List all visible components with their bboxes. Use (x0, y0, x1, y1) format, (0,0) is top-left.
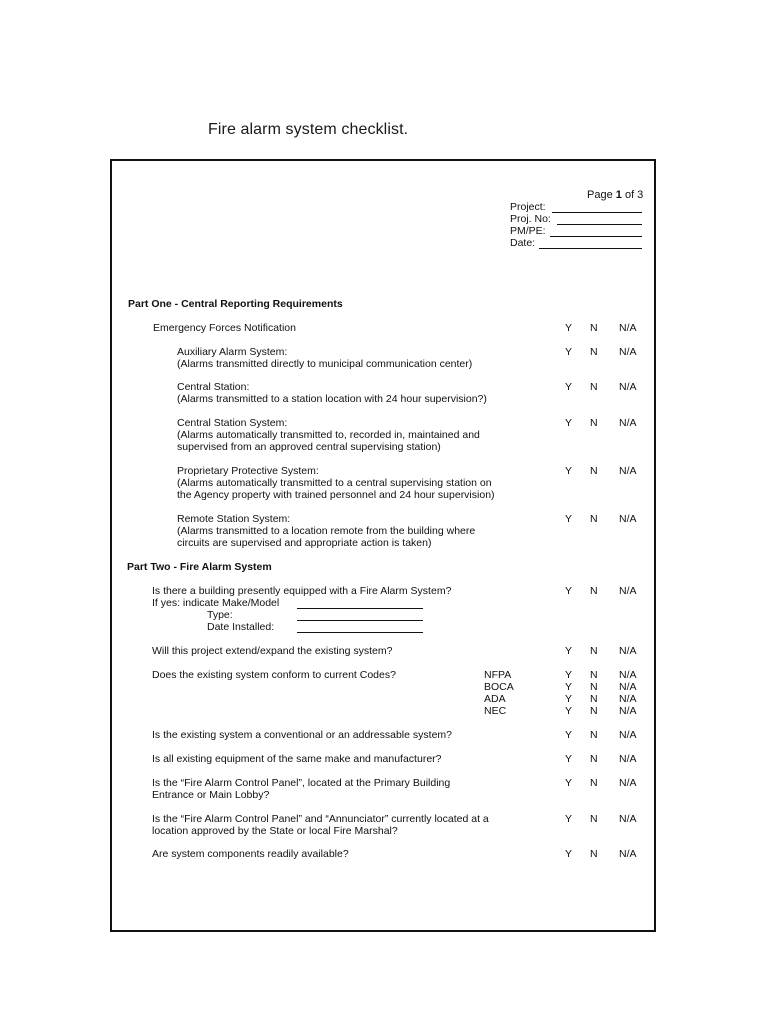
na-option[interactable]: N/A (619, 669, 637, 681)
na-option[interactable]: N/A (619, 729, 637, 741)
na-option[interactable]: N/A (619, 417, 637, 429)
q1-text: Is there a building presently equipped with a Fire Alarm System? (152, 585, 452, 597)
pps-desc-2: the Agency property with trained personnel and 24 hour supervision) (177, 489, 495, 501)
css-desc-2: supervised from an approved central supervising station) (177, 441, 441, 453)
yes-option[interactable]: Y (565, 777, 573, 789)
make-model-field[interactable] (297, 608, 423, 609)
page-label: Page (587, 189, 613, 201)
q3-text: Does the existing system conform to current Codes? (152, 669, 396, 681)
aux-desc: (Alarms transmitted directly to municipal communication center) (177, 358, 473, 370)
central-desc: (Alarms transmitted to a station location with 24 hour supervision?) (177, 393, 487, 405)
pps-title: Proprietary Protective System: (177, 465, 319, 477)
no-option[interactable]: N (590, 681, 598, 693)
yes-option[interactable]: Y (565, 681, 573, 693)
page-indicator (587, 189, 643, 201)
na-option[interactable]: N/A (619, 848, 637, 860)
q6-text-2: Entrance or Main Lobby? (152, 789, 270, 801)
q2-text: Will this project extend/expand the existing system? (152, 645, 393, 657)
na-option[interactable]: N/A (619, 346, 637, 358)
pm-pe-label: PM/PE: (510, 225, 546, 237)
q4-text: Is the existing system a conventional or an addressable system? (152, 729, 452, 741)
na-option[interactable]: N/A (619, 513, 637, 525)
rss-desc-2: circuits are supervised and appropriate action is taken) (177, 537, 432, 549)
rss-desc-1: (Alarms transmitted to a location remote from the building where (177, 525, 476, 537)
yes-option[interactable]: Y (565, 381, 573, 393)
yes-option[interactable]: Y (565, 585, 573, 597)
css-title: Central Station System: (177, 417, 288, 429)
yes-option[interactable]: Y (565, 813, 573, 825)
no-option[interactable]: N (590, 848, 598, 860)
date-field[interactable] (539, 248, 642, 249)
yes-option[interactable]: Y (565, 705, 573, 717)
q5-text: Is all existing equipment of the same make and manufacturer? (152, 753, 442, 765)
pps-desc-1: (Alarms automatically transmitted to a central supervising station on (177, 477, 492, 489)
no-option[interactable]: N (590, 705, 598, 717)
part-one-title: Part One - Central Reporting Requirements (128, 298, 343, 310)
aux-title: Auxiliary Alarm System: (177, 346, 288, 358)
code-boca: BOCA (484, 681, 514, 693)
yes-option[interactable]: Y (565, 417, 573, 429)
proj-no-field[interactable] (557, 224, 642, 225)
no-option[interactable]: N (590, 513, 598, 525)
na-option[interactable]: N/A (619, 322, 637, 334)
yes-option[interactable]: Y (565, 513, 573, 525)
q1-type-label: Type: (207, 609, 233, 621)
no-option[interactable]: N (590, 645, 598, 657)
na-option[interactable]: N/A (619, 813, 637, 825)
q6-text-1: Is the “Fire Alarm Control Panel”, located at the Primary Building (152, 777, 451, 789)
figure-caption: Fire alarm system checklist. (208, 121, 409, 138)
date-installed-field[interactable] (297, 632, 423, 633)
q1-date-label: Date Installed: (207, 621, 275, 633)
no-option[interactable]: N (590, 813, 598, 825)
na-option[interactable]: N/A (619, 753, 637, 765)
yes-option[interactable]: Y (565, 322, 573, 334)
na-option[interactable]: N/A (619, 705, 637, 717)
na-option[interactable]: N/A (619, 681, 637, 693)
code-nfpa: NFPA (484, 669, 512, 681)
no-option[interactable]: N (590, 669, 598, 681)
code-nec: NEC (484, 705, 507, 717)
no-option[interactable]: N (590, 465, 598, 477)
yes-option[interactable]: Y (565, 693, 573, 705)
yes-option[interactable]: Y (565, 669, 573, 681)
na-option[interactable]: N/A (619, 693, 637, 705)
no-option[interactable]: N (590, 322, 598, 334)
q7-text-2: location approved by the State or local Fire Marshal? (152, 825, 398, 837)
no-option[interactable]: N (590, 693, 598, 705)
date-label: Date: (510, 237, 536, 249)
q8-text: Are system components readily available? (152, 848, 349, 860)
yes-option[interactable]: Y (565, 465, 573, 477)
part-two-title: Part Two - Fire Alarm System (127, 561, 272, 573)
na-option[interactable]: N/A (619, 381, 637, 393)
yes-option[interactable]: Y (565, 729, 573, 741)
na-option[interactable]: N/A (619, 777, 637, 789)
yes-option[interactable]: Y (565, 346, 573, 358)
yes-option[interactable]: Y (565, 645, 573, 657)
no-option[interactable]: N (590, 729, 598, 741)
rss-title: Remote Station System: (177, 513, 291, 525)
q1-if-yes-label: If yes: indicate Make/Model (152, 597, 280, 609)
code-ada: ADA (484, 693, 506, 705)
project-label: Project: (510, 201, 546, 213)
central-title: Central Station: (177, 381, 250, 393)
checklist-page (110, 159, 656, 932)
css-desc-1: (Alarms automatically transmitted to, recorded in, maintained and (177, 429, 480, 441)
na-option[interactable]: N/A (619, 585, 637, 597)
no-option[interactable]: N (590, 585, 598, 597)
no-option[interactable]: N (590, 381, 598, 393)
q7-text-1: Is the “Fire Alarm Control Panel” and “Annunciator” currently located at a (152, 813, 489, 825)
no-option[interactable]: N (590, 346, 598, 358)
proj-no-label: Proj. No: (510, 213, 551, 225)
pm-pe-field[interactable] (550, 236, 642, 237)
efn-label: Emergency Forces Notification (153, 322, 296, 334)
yes-option[interactable]: Y (565, 848, 573, 860)
type-field[interactable] (297, 620, 423, 621)
project-field[interactable] (552, 212, 642, 213)
na-option[interactable]: N/A (619, 465, 637, 477)
page-of: of 3 (624, 189, 644, 201)
na-option[interactable]: N/A (619, 645, 637, 657)
no-option[interactable]: N (590, 417, 598, 429)
no-option[interactable]: N (590, 753, 598, 765)
page-number: 1 (615, 189, 622, 201)
yes-option[interactable]: Y (565, 753, 573, 765)
no-option[interactable]: N (590, 777, 598, 789)
